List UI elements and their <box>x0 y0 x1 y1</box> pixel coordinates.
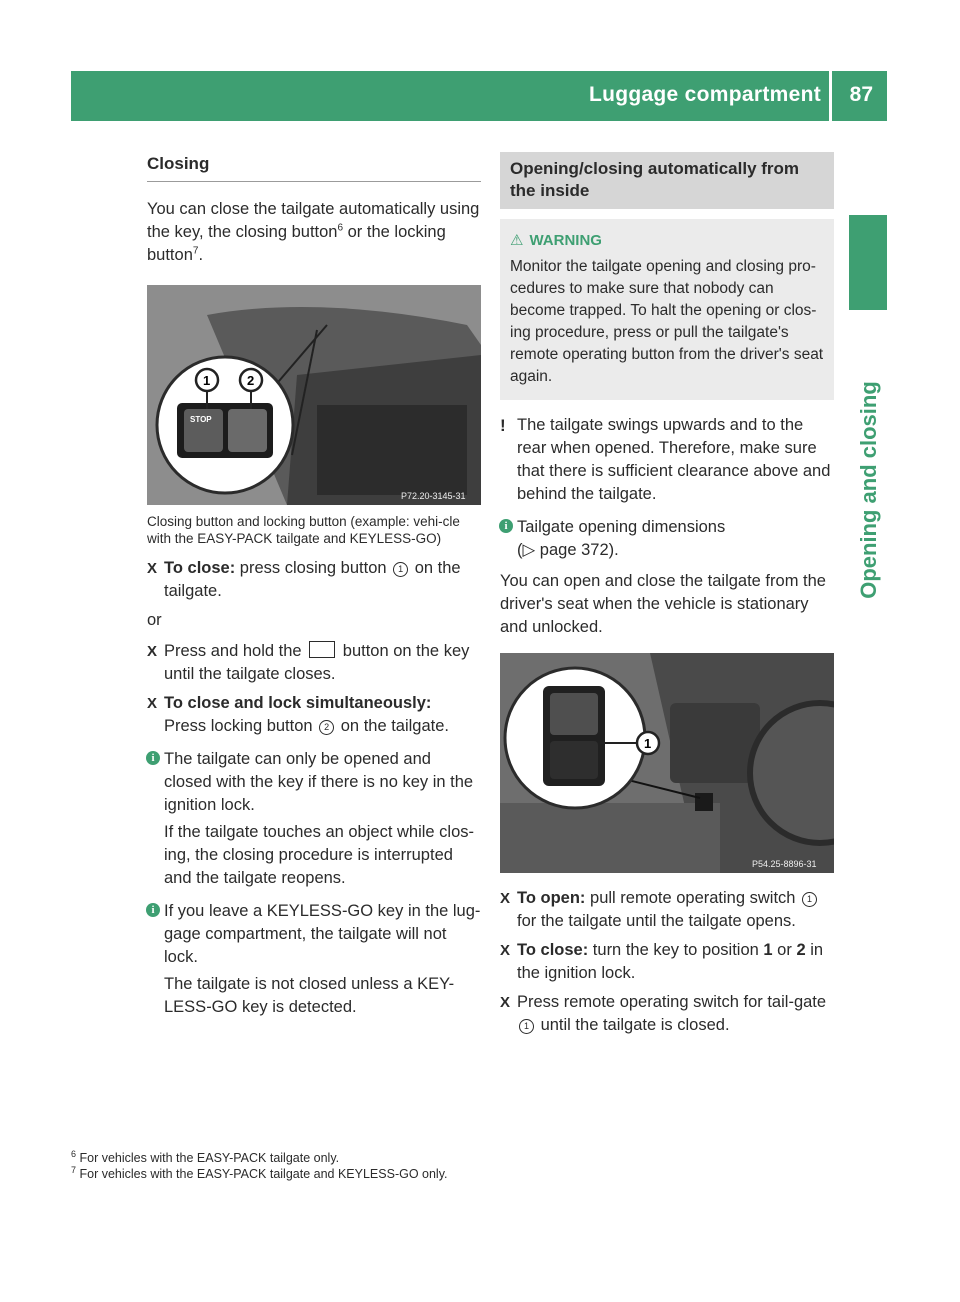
step-close-lock: X To close and lock simultaneously: Press locking button 2 on the tailgate. <box>147 694 450 735</box>
figure-code: P72.20-3145-31 <box>401 491 466 501</box>
warning-triangle-icon: ⚠ <box>510 232 524 249</box>
side-tab-block <box>849 215 887 310</box>
page-ref-arrow-icon: ▷ <box>522 541 536 559</box>
callout-number: 1 <box>519 1019 534 1034</box>
page-reference-link[interactable]: page 372 <box>539 541 609 559</box>
left-column <box>147 152 481 1027</box>
warning-box <box>500 219 834 400</box>
figure-caption: Closing button and locking button (example: vehi-cle with the EASY-PACK tailgate and KEYLESS-GO) <box>147 514 460 546</box>
footnote-ref: 6 <box>337 222 344 234</box>
figure-remote-switch <box>500 653 834 873</box>
header-title: Luggage compartment <box>588 83 821 106</box>
footnotes <box>71 1150 448 1182</box>
step-to-close-key: X To close: turn the key to position 1 or 2 in the ignition lock. <box>500 941 824 982</box>
step-marker-icon: X <box>147 695 158 712</box>
caution-icon: ! <box>500 416 506 435</box>
info-opening-dimensions: i Tailgate opening dimensions (▷ page 372). <box>500 516 834 562</box>
right-column <box>500 152 834 1043</box>
body-paragraph: You can open and close the tailgate from the driver's seat when the vehicle is stationary and unlocked. <box>500 572 826 636</box>
caution-note: ! The tailgate swings upwards and to the rear when opened. Therefore, make sure that there is sufficient clearance above and behind the tailgate. <box>500 416 831 503</box>
warning-title: ⚠ WARNING <box>510 229 824 252</box>
page-header <box>71 71 887 121</box>
side-tab <box>852 320 886 660</box>
step-marker-icon: X <box>147 560 158 577</box>
info-icon: i <box>146 903 160 917</box>
figure-marker-1: 1 <box>203 373 211 388</box>
step-press-switch: X Press remote operating switch for tail-gate 1 until the tailgate is closed. <box>500 993 827 1034</box>
footnote-7: $^7$ For vehicles with the EASY-PACK tailgate and KEYLESS-GO only. <box>71 1164 448 1181</box>
side-tab-label: Opening and closing <box>856 381 881 599</box>
info-icon: i <box>499 519 513 533</box>
step-marker-icon: X <box>500 942 511 959</box>
callout-number: 2 <box>319 720 334 735</box>
step-marker-icon: X <box>500 994 511 1011</box>
figure-tailgate-buttons <box>147 285 481 505</box>
stop-label: STOP <box>190 415 212 424</box>
callout-number: 1 <box>802 892 817 907</box>
section-heading-inside: Opening/closing automatically from the inside <box>500 152 834 209</box>
tailgate-illustration <box>147 285 481 505</box>
figure-marker-2: 2 <box>247 373 255 388</box>
figure-marker-1: 1 <box>644 736 652 751</box>
step-marker-icon: X <box>500 890 511 907</box>
tailgate-key-icon <box>309 641 335 658</box>
page-number: 87 <box>849 83 873 106</box>
or-text: or <box>147 611 162 629</box>
warning-text: Monitor the tailgate opening and closing pro-cedures to make sure that nobody can become trapped. To halt the opening or clos-ing procedure, press or pull the tailgate's remote operating button from the driver's seat again. <box>510 258 824 385</box>
step-to-open: X To open: pull remote operating switch 1 for the tailgate until the tailgate opens. <box>500 887 834 933</box>
step-to-close: X To close: press closing button 1 on the tailgate. <box>147 559 461 600</box>
figure-code: P54.25-8896-31 <box>752 859 817 869</box>
section-heading-closing: Closing <box>147 152 481 182</box>
intro-paragraph: You can close the tailgate automatically using the key, the closing button$^6$ or the locking button$^7$. <box>147 200 480 264</box>
door-panel-illustration <box>500 653 834 873</box>
step-marker-icon: X <box>147 643 158 660</box>
header-divider <box>829 71 832 121</box>
info-note-1: i The tailgate can only be opened and closed with the key if there is no key in the ignition lock. If the tailgate touches an object while clos-ing, the closing procedure is interrupted and the tailgate reopens. <box>147 748 481 890</box>
info-note-2: i If you leave a KEYLESS-GO key in the lug-gage compartment, the tailgate will not lock. The tailgate is not closed unless a KEY-LESS-GO key is detected. <box>147 900 481 1019</box>
footnote-6: $^6$ For vehicles with the EASY-PACK tailgate only. <box>71 1148 340 1165</box>
callout-number: 1 <box>393 562 408 577</box>
step-press-hold: X Press and hold the button on the key until the tailgate closes. <box>147 642 470 683</box>
info-icon: i <box>146 751 160 765</box>
footnote-ref: 7 <box>192 245 199 257</box>
